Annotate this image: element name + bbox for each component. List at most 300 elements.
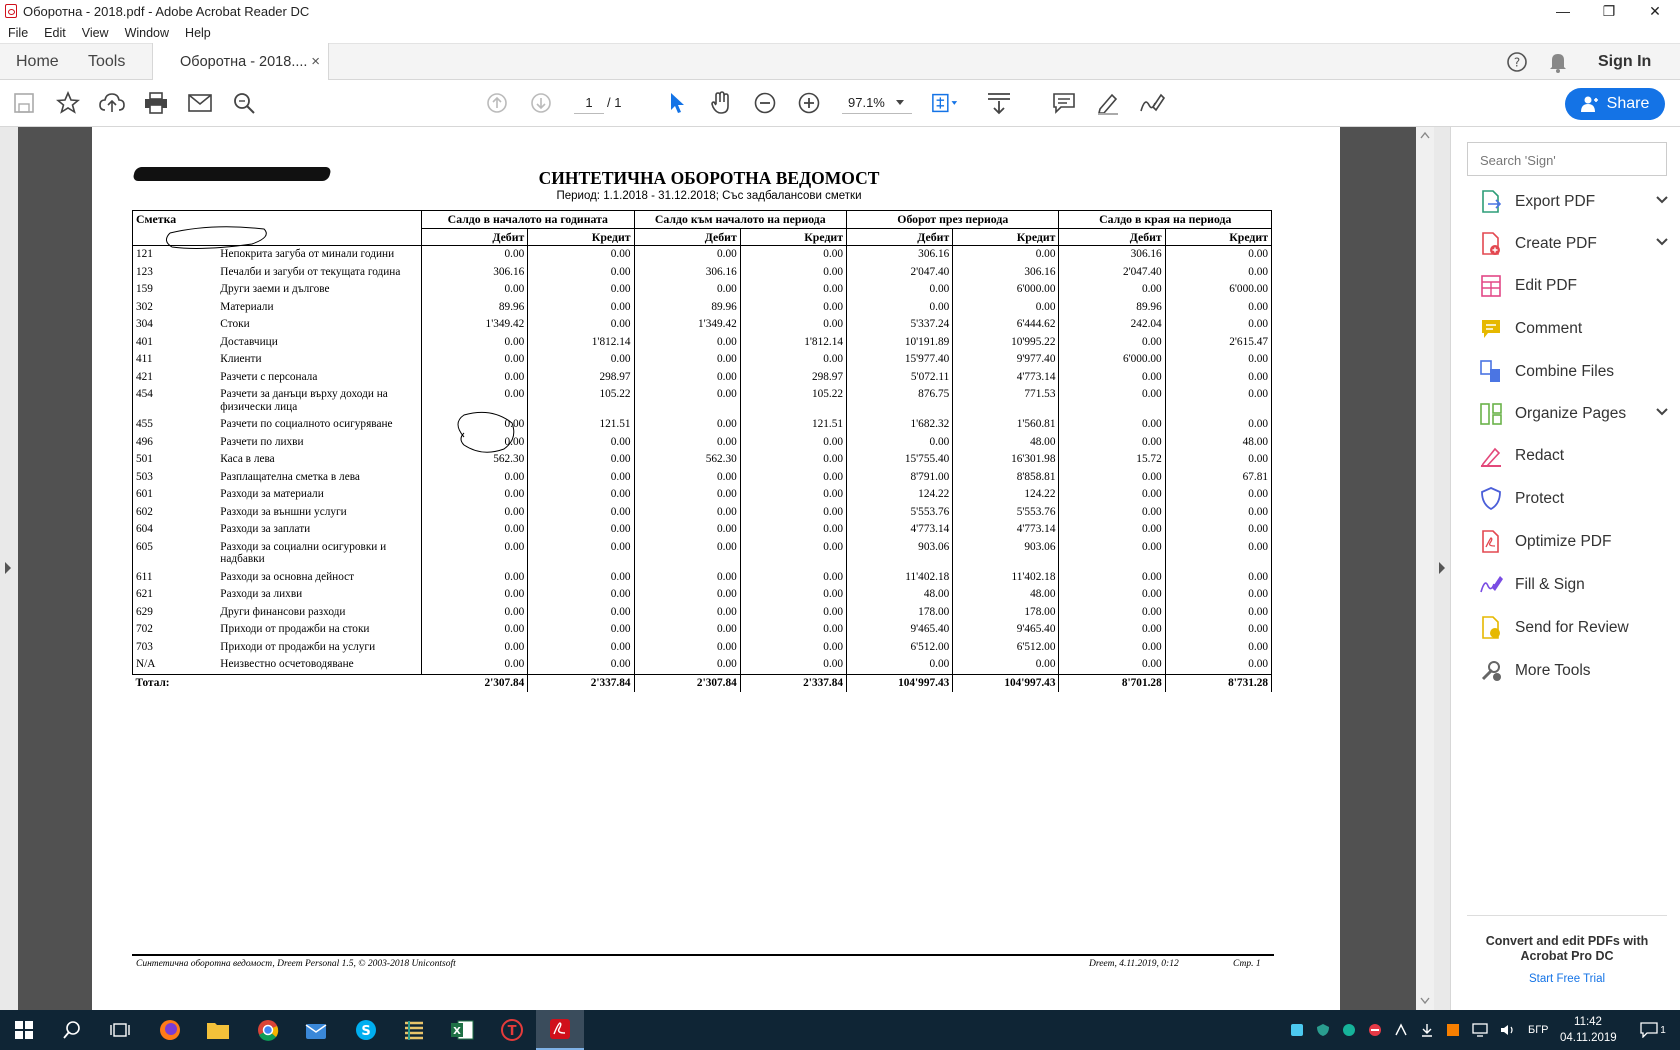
amount-cell: 903.06 [953, 539, 1059, 569]
amount-cell: 0.00 [1165, 486, 1271, 504]
tool-label: Comment [1515, 320, 1583, 337]
amount-cell: 0.00 [422, 434, 528, 452]
combine-files-icon [1479, 360, 1503, 384]
account-code: 121 [133, 246, 218, 264]
previous-page-icon[interactable] [483, 89, 511, 117]
menu-help[interactable]: Help [185, 25, 211, 40]
account-name: Разчети по лихви [217, 434, 421, 452]
amount-cell: 15'755.40 [847, 451, 953, 469]
upload-cloud-icon[interactable] [98, 89, 126, 117]
tool-label: Export PDF [1515, 193, 1596, 210]
account-code: 601 [133, 486, 218, 504]
amount-cell: 0.00 [1165, 264, 1271, 282]
action-center-icon[interactable] [1626, 1010, 1680, 1050]
volume-icon[interactable] [1500, 1023, 1516, 1037]
amount-cell: 0.00 [1165, 246, 1271, 264]
highlight-pen-icon[interactable] [1094, 89, 1122, 117]
menu-bar [0, 22, 1680, 43]
account-name: Печалби и загуби от текущата година [217, 264, 421, 282]
amount-cell: 9'465.40 [847, 621, 953, 639]
header-credit: Кредит [953, 228, 1059, 246]
amount-cell: 0.00 [634, 639, 740, 657]
amount-cell: 105.22 [740, 386, 846, 416]
account-code: 501 [133, 451, 218, 469]
minimize-button[interactable]: — [1556, 3, 1570, 19]
tray-sync-icon[interactable] [1342, 1023, 1356, 1037]
fit-page-icon[interactable] [931, 89, 959, 117]
amount-cell: 121.51 [528, 416, 634, 434]
amount-cell: 1'349.42 [422, 316, 528, 334]
amount-cell: 0.00 [422, 281, 528, 299]
amount-cell: 0.00 [634, 246, 740, 264]
account-name: Клиенти [217, 351, 421, 369]
amount-cell: 0.00 [953, 656, 1059, 674]
amount-cell: 0.00 [1165, 416, 1271, 434]
amount-cell: 0.00 [1059, 621, 1165, 639]
total-cell: 104'997.43 [847, 674, 953, 692]
tool-send-review[interactable] [1479, 613, 1669, 643]
amount-cell: 0.00 [740, 504, 846, 522]
amount-cell: 0.00 [1059, 504, 1165, 522]
tab-document[interactable] [152, 43, 329, 81]
amount-cell: 0.00 [528, 434, 634, 452]
sign-in-link[interactable]: Sign In [1598, 53, 1652, 70]
amount-cell: 0.00 [422, 386, 528, 416]
scroll-down-icon[interactable] [1420, 997, 1430, 1005]
menu-view[interactable]: View [81, 25, 109, 40]
amount-cell: 0.00 [528, 451, 634, 469]
amount-cell: 8'858.81 [953, 469, 1059, 487]
amount-cell: 0.00 [634, 521, 740, 539]
tool-organize-pages[interactable] [1479, 399, 1669, 429]
next-page-icon[interactable] [527, 89, 555, 117]
amount-cell: 242.04 [1059, 316, 1165, 334]
windows-start-icon[interactable] [0, 1010, 48, 1050]
tool-label: More Tools [1515, 662, 1591, 679]
amount-cell: 0.00 [634, 281, 740, 299]
tool-more-tools[interactable] [1479, 656, 1669, 686]
account-name: Приходи от продажби на стоки [217, 621, 421, 639]
amount-cell: 0.00 [847, 656, 953, 674]
tool-label: Optimize PDF [1515, 533, 1612, 550]
amount-cell: 306.16 [422, 264, 528, 282]
amount-cell: 0.00 [1165, 386, 1271, 416]
amount-cell: 0.00 [1059, 521, 1165, 539]
account-name: Стоки [217, 316, 421, 334]
tool-label: Send for Review [1515, 619, 1629, 636]
amount-cell: 0.00 [740, 621, 846, 639]
amount-cell: 0.00 [634, 351, 740, 369]
header-credit: Кредит [528, 228, 634, 246]
tray-display-icon[interactable] [1472, 1023, 1488, 1037]
amount-cell: 0.00 [740, 264, 846, 282]
annotation-circle-562 [458, 412, 514, 452]
amount-cell: 0.00 [1059, 386, 1165, 416]
close-tab-icon[interactable]: × [311, 53, 320, 70]
amount-cell: 0.00 [1059, 586, 1165, 604]
amount-cell: 0.00 [528, 639, 634, 657]
file-explorer-icon[interactable] [194, 1010, 242, 1050]
create-pdf-icon [1479, 232, 1503, 256]
left-panel-toggle[interactable] [0, 127, 18, 1010]
keyboard-language[interactable]: БГР [1528, 1024, 1549, 1036]
redact-icon [1479, 444, 1503, 468]
account-code: 304 [133, 316, 218, 334]
header-opening-year: Салдо в началото на годината [422, 211, 634, 229]
total-cell: 2'307.84 [422, 674, 528, 692]
amount-cell: 16'301.98 [953, 451, 1059, 469]
protect-icon [1479, 487, 1503, 511]
account-code: 602 [133, 504, 218, 522]
account-code: 611 [133, 569, 218, 587]
amount-cell: 0.00 [634, 334, 740, 352]
amount-cell: 0.00 [1059, 469, 1165, 487]
amount-cell: 0.00 [634, 504, 740, 522]
header-debit: Дебит [847, 228, 953, 246]
amount-cell: 6'512.00 [847, 639, 953, 657]
amount-cell: 562.30 [634, 451, 740, 469]
amount-cell: 0.00 [422, 569, 528, 587]
task-view-icon[interactable] [96, 1010, 144, 1050]
chevron-down-icon[interactable] [886, 89, 914, 117]
amount-cell: 0.00 [422, 246, 528, 264]
chevron-down-icon[interactable] [1655, 237, 1669, 247]
amount-cell: 6'000.00 [1165, 281, 1271, 299]
tray-network-share-icon[interactable] [1394, 1023, 1408, 1037]
share-button[interactable] [1565, 88, 1665, 120]
header-account: Сметка [133, 211, 422, 246]
amount-cell: 2'047.40 [847, 264, 953, 282]
document-period: Период: 1.1.2018 - 31.12.2018; Със задбалансови сметки [556, 190, 862, 202]
amount-cell: 5'553.76 [953, 504, 1059, 522]
amount-cell: 9'977.40 [953, 351, 1059, 369]
amount-cell: 0.00 [740, 486, 846, 504]
amount-cell: 0.00 [528, 316, 634, 334]
tray-download-icon[interactable] [1420, 1023, 1434, 1037]
annotation-circle-121 [166, 227, 266, 249]
email-icon[interactable] [186, 89, 214, 117]
tool-comment[interactable] [1479, 314, 1669, 344]
amount-cell: 178.00 [953, 604, 1059, 622]
amount-cell: 0.00 [528, 656, 634, 674]
teamviewer-icon[interactable] [488, 1010, 536, 1050]
amount-cell: 0.00 [1165, 569, 1271, 587]
amount-cell: 89.96 [422, 299, 528, 317]
amount-cell: 1'812.14 [528, 334, 634, 352]
chevron-down-icon[interactable] [1655, 195, 1669, 205]
tool-label: Edit PDF [1515, 277, 1578, 294]
optimize-pdf-icon [1479, 530, 1503, 554]
amount-cell: 771.53 [953, 386, 1059, 416]
chrome-icon[interactable] [244, 1010, 292, 1050]
document-title: СИНТЕТИЧНА ОБОРОТНА ВЕДОМОСТ [538, 168, 880, 188]
amount-cell: 0.00 [1059, 334, 1165, 352]
header-credit: Кредит [740, 228, 846, 246]
amount-cell: 0.00 [422, 656, 528, 674]
skype-icon[interactable] [342, 1010, 390, 1050]
account-name: Материали [217, 299, 421, 317]
amount-cell: 0.00 [1059, 281, 1165, 299]
tool-search-input[interactable]: Search 'Sign' [1467, 142, 1667, 176]
amount-cell: 0.00 [740, 351, 846, 369]
account-code: 629 [133, 604, 218, 622]
account-code: 454 [133, 386, 218, 416]
share-person-icon [1581, 95, 1599, 113]
amount-cell: 0.00 [953, 246, 1059, 264]
tool-label: Create PDF [1515, 235, 1597, 252]
account-code: 123 [133, 264, 218, 282]
amount-cell: 89.96 [1059, 299, 1165, 317]
amount-cell: 48.00 [847, 586, 953, 604]
account-name: Други заеми и дългове [217, 281, 421, 299]
header-turnover: Оборот през периода [847, 211, 1059, 229]
amount-cell: 1'812.14 [740, 334, 846, 352]
acrobat-taskbar-icon[interactable] [536, 1010, 584, 1050]
amount-cell: 0.00 [1059, 604, 1165, 622]
tab-bar [0, 43, 1680, 80]
windows-taskbar [0, 1010, 1680, 1050]
amount-cell: 306.16 [953, 264, 1059, 282]
total-cell: 2'337.84 [740, 674, 846, 692]
svg-text:T: T [507, 1024, 517, 1039]
print-icon[interactable] [142, 89, 170, 117]
amount-cell: 0.00 [528, 264, 634, 282]
amount-cell: 0.00 [528, 586, 634, 604]
expand-left-arrow-icon [5, 562, 11, 574]
amount-cell: 0.00 [528, 569, 634, 587]
tab-tools[interactable]: Tools [88, 53, 126, 70]
export-pdf-icon [1479, 190, 1503, 214]
amount-cell: 0.00 [847, 281, 953, 299]
start-free-trial-link[interactable]: Start Free Trial [1528, 973, 1606, 985]
amount-cell: 0.00 [1165, 586, 1271, 604]
search-icon[interactable] [230, 89, 258, 117]
amount-cell: 15'977.40 [847, 351, 953, 369]
tray-app-icon[interactable] [1290, 1023, 1304, 1037]
amount-cell: 0.00 [634, 539, 740, 569]
amount-cell: 0.00 [422, 521, 528, 539]
tab-home[interactable]: Home [16, 53, 59, 70]
amount-cell: 0.00 [528, 351, 634, 369]
firefox-icon[interactable] [146, 1010, 194, 1050]
amount-cell: 0.00 [1059, 569, 1165, 587]
amount-cell: 0.00 [1059, 639, 1165, 657]
amount-cell: 306.16 [1059, 246, 1165, 264]
tool-fill-sign[interactable] [1479, 570, 1669, 600]
comment-icon[interactable] [1050, 89, 1078, 117]
account-name: Разходи за социални осигуровки и надбавки [217, 539, 421, 569]
total-cell: 8'701.28 [1059, 674, 1165, 692]
amount-cell: 0.00 [422, 486, 528, 504]
close-window-button[interactable]: ✕ [1649, 2, 1661, 19]
amount-cell: 0.00 [1165, 604, 1271, 622]
total-cell: 2'337.84 [528, 674, 634, 692]
right-panel-toggle[interactable] [1434, 127, 1450, 1010]
header-closing: Салдо в края на периода [1059, 211, 1272, 229]
amount-cell: 0.00 [422, 369, 528, 387]
thunderbird-icon[interactable] [292, 1010, 340, 1050]
amount-cell: 6'000.00 [1059, 351, 1165, 369]
tool-combine-files[interactable] [1479, 357, 1669, 387]
help-icon[interactable] [1506, 44, 1528, 80]
sign-pen-icon[interactable] [1138, 89, 1166, 117]
page-number-input[interactable]: 1 [574, 92, 604, 114]
amount-cell: 903.06 [847, 539, 953, 569]
acrobat-app-icon [5, 4, 17, 18]
header-credit: Кредит [1165, 228, 1271, 246]
amount-cell: 4'773.14 [953, 369, 1059, 387]
amount-cell: 11'402.18 [847, 569, 953, 587]
account-name: Неизвестно осчетоводяване [217, 656, 421, 674]
tool-protect[interactable] [1479, 484, 1669, 514]
tool-redact[interactable] [1479, 441, 1669, 471]
pdf-page [92, 127, 1340, 1010]
amount-cell: 0.00 [422, 621, 528, 639]
amount-cell: 0.00 [528, 621, 634, 639]
account-code: 503 [133, 469, 218, 487]
bookmark-star-icon[interactable] [54, 89, 82, 117]
amount-cell: 562.30 [422, 451, 528, 469]
total-cell: 2'307.84 [634, 674, 740, 692]
amount-cell: 0.00 [1165, 299, 1271, 317]
amount-cell: 9'465.40 [953, 621, 1059, 639]
save-icon[interactable] [10, 89, 38, 117]
menu-edit[interactable]: Edit [44, 25, 66, 40]
excel-icon[interactable] [438, 1010, 486, 1050]
system-clock[interactable] [1560, 1014, 1616, 1046]
amount-cell: 0.00 [847, 434, 953, 452]
zoom-out-icon[interactable] [751, 89, 779, 117]
amount-cell: 48.00 [953, 434, 1059, 452]
fill-sign-icon [1479, 573, 1503, 597]
amount-cell: 0.00 [1165, 351, 1271, 369]
amount-cell: 0.00 [422, 334, 528, 352]
account-name: Разчети с персонала [217, 369, 421, 387]
menu-window[interactable]: Window [124, 25, 170, 40]
tool-create-pdf[interactable] [1479, 229, 1669, 259]
zoom-level-value: 97.1% [848, 95, 885, 110]
amount-cell: 0.00 [634, 569, 740, 587]
comment-icon [1479, 317, 1503, 341]
zoom-in-icon[interactable] [795, 89, 823, 117]
amount-cell: 5'553.76 [847, 504, 953, 522]
amount-cell: 105.22 [528, 386, 634, 416]
scroll-mode-icon[interactable] [985, 89, 1013, 117]
accounting-app-icon[interactable] [390, 1010, 438, 1050]
amount-cell: 5'072.11 [847, 369, 953, 387]
amount-cell: 0.00 [1059, 369, 1165, 387]
footer-date: Dreem, 4.11.2019, 0:12 [1089, 959, 1179, 969]
amount-cell: 0.00 [422, 504, 528, 522]
promo-title: Convert and edit PDFs with Acrobat Pro DC [1485, 934, 1649, 963]
amount-cell: 0.00 [740, 316, 846, 334]
amount-cell: 0.00 [740, 656, 846, 674]
amount-cell: 0.00 [422, 586, 528, 604]
account-name: Разчети по социалното осигуряване [217, 416, 421, 434]
amount-cell: 4'773.14 [847, 521, 953, 539]
tray-orange-app-icon[interactable] [1446, 1023, 1460, 1037]
account-code: 605 [133, 539, 218, 569]
amount-cell: 1'560.81 [953, 416, 1059, 434]
tool-optimize-pdf[interactable] [1479, 527, 1669, 557]
amount-cell: 0.00 [422, 639, 528, 657]
amount-cell: 0.00 [953, 299, 1059, 317]
header-debit: Дебит [634, 228, 740, 246]
share-label: Share [1606, 95, 1650, 112]
tray-security-icon[interactable] [1316, 1023, 1330, 1037]
tool-label: Fill & Sign [1515, 576, 1585, 593]
scroll-up-icon[interactable] [1420, 131, 1430, 139]
tool-label: Protect [1515, 490, 1565, 507]
chevron-down-icon[interactable] [1655, 407, 1669, 417]
amount-cell: 306.16 [634, 264, 740, 282]
amount-cell: 124.22 [953, 486, 1059, 504]
amount-cell: 5'337.24 [847, 316, 953, 334]
amount-cell: 0.00 [528, 486, 634, 504]
amount-cell: 0.00 [740, 281, 846, 299]
svg-text:?: ? [1513, 55, 1521, 70]
clock-time: 11:42 [1574, 1016, 1602, 1028]
amount-cell: 0.00 [634, 416, 740, 434]
header-debit: Дебит [1059, 228, 1165, 246]
amount-cell: 0.00 [634, 369, 740, 387]
account-name: Разходи за лихви [217, 586, 421, 604]
amount-cell: 0.00 [634, 469, 740, 487]
amount-cell: 48.00 [1165, 434, 1271, 452]
amount-cell: 298.97 [740, 369, 846, 387]
account-name: Разходи за външни услуги [217, 504, 421, 522]
notifications-bell-icon[interactable] [1548, 44, 1568, 80]
amount-cell: 0.00 [422, 539, 528, 569]
page-total: / 1 [607, 95, 622, 110]
expand-right-arrow-icon [1439, 562, 1445, 574]
taskbar-search-icon[interactable] [48, 1010, 96, 1050]
maximize-button[interactable]: ❐ [1602, 2, 1616, 19]
amount-cell: 1'682.32 [847, 416, 953, 434]
amount-cell: 15.72 [1059, 451, 1165, 469]
tools-side-panel [1450, 127, 1680, 1010]
amount-cell: 0.00 [634, 486, 740, 504]
clock-date: 04.11.2019 [1560, 1032, 1617, 1044]
tray-stop-icon[interactable] [1368, 1023, 1382, 1037]
footer-rule [132, 954, 1274, 956]
amount-cell: 0.00 [634, 621, 740, 639]
amount-cell: 0.00 [422, 604, 528, 622]
vertical-scrollbar[interactable] [1416, 127, 1434, 1010]
amount-cell: 0.00 [528, 539, 634, 569]
amount-cell: 0.00 [740, 569, 846, 587]
amount-cell: 2'615.47 [1165, 334, 1271, 352]
amount-cell: 0.00 [1165, 639, 1271, 657]
amount-cell: 48.00 [953, 586, 1059, 604]
menu-file[interactable]: File [8, 25, 29, 40]
organize-pages-icon [1479, 402, 1503, 426]
account-name: Други финансови разходи [217, 604, 421, 622]
amount-cell: 0.00 [528, 246, 634, 264]
tool-export-pdf[interactable] [1479, 187, 1669, 217]
amount-cell: 0.00 [634, 604, 740, 622]
hand-drawn-annotations [92, 127, 1340, 1010]
select-cursor-icon[interactable] [663, 89, 691, 117]
account-name: Разходи за заплати [217, 521, 421, 539]
account-name: Разходи за материали [217, 486, 421, 504]
hand-tool-icon[interactable] [707, 89, 735, 117]
system-tray [1290, 1010, 1549, 1050]
tool-edit-pdf[interactable] [1479, 271, 1669, 301]
edit-pdf-icon [1479, 274, 1503, 298]
amount-cell: 0.00 [1165, 369, 1271, 387]
amount-cell: 0.00 [740, 521, 846, 539]
